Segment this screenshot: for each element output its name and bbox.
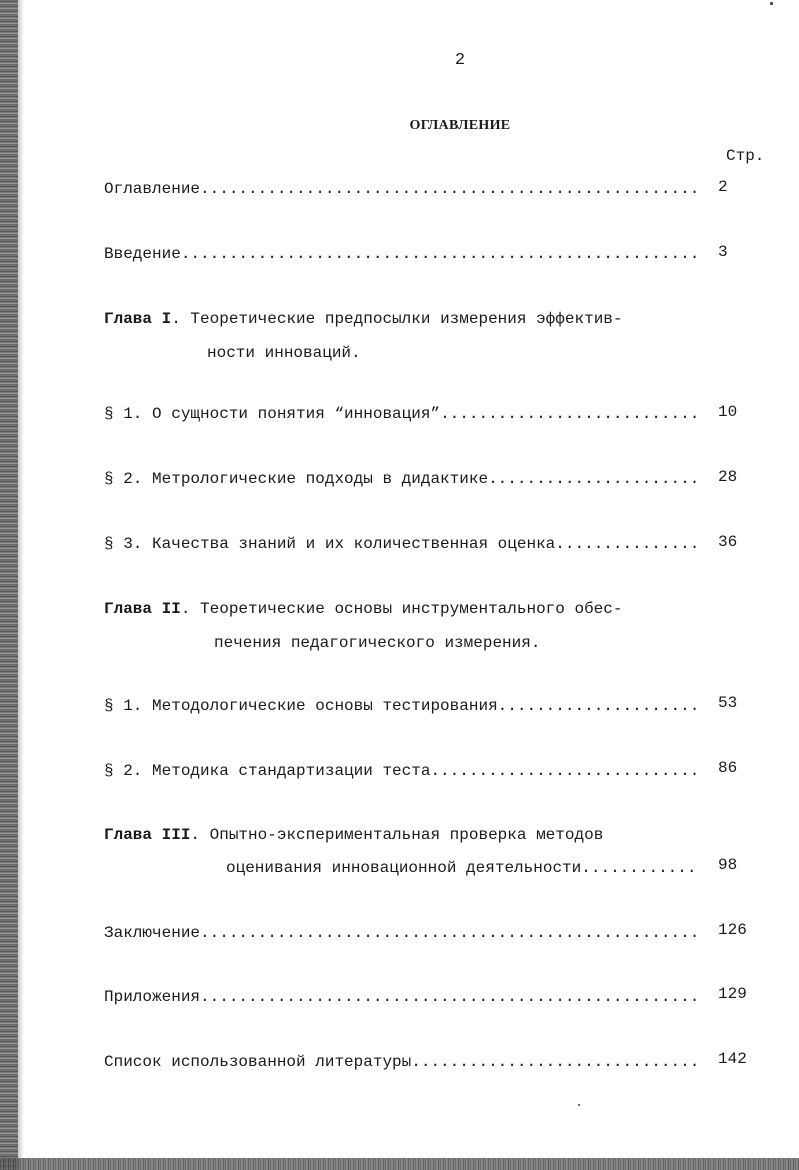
dot-leader xyxy=(488,470,698,488)
chapter-title-line2: ности инноваций. xyxy=(207,344,361,362)
dot-leader xyxy=(440,405,698,423)
toc-entry-conclusion xyxy=(104,924,698,946)
toc-entry-ch2-s1 xyxy=(104,697,698,719)
toc-chapter-1 xyxy=(104,310,704,328)
toc-entry-label: § 3. Качества знаний и их количественная оценка xyxy=(104,535,556,553)
toc-entry-ch1-s3 xyxy=(104,535,698,557)
chapter-title-line2-text: оценивания инновационной деятельности xyxy=(226,859,582,877)
dot-leader xyxy=(200,988,698,1006)
toc-entry-contents xyxy=(104,180,698,202)
page-number: 2 xyxy=(454,51,466,70)
toc-entry-label: § 1. Методологические основы тестирования xyxy=(104,697,498,715)
toc-chapter-2 xyxy=(104,600,704,618)
toc-entry-page: 129 xyxy=(718,985,747,1003)
toc-entry-ch1-s2 xyxy=(104,470,698,492)
toc-entry-page: 126 xyxy=(718,921,747,939)
toc-entry-page: 2 xyxy=(718,178,728,196)
dot-leader xyxy=(181,245,698,263)
toc-entry-label: Заключение xyxy=(104,924,201,942)
chapter-prefix: Глава III xyxy=(104,826,191,844)
toc-entry-label: § 2. Методика стандартизации теста xyxy=(104,762,431,780)
scan-speck xyxy=(578,1104,580,1106)
toc-entry-intro xyxy=(104,245,698,267)
dot-leader xyxy=(200,180,698,198)
toc-entry-label: § 2. Метрологические подходы в дидактике xyxy=(104,470,489,488)
dot-leader xyxy=(411,1053,698,1071)
toc-entry-ch1-s1 xyxy=(104,405,698,427)
chapter-title-line1: . Опытно-экспериментальная проверка методов xyxy=(190,826,604,844)
scan-edge-left xyxy=(0,0,18,1170)
toc-entry-label: § 1. О сущности понятия “инновация” xyxy=(104,405,441,423)
chapter-prefix: Глава I xyxy=(104,310,172,328)
toc-entry-page: 10 xyxy=(718,403,738,421)
chapter-title-line1: . Теоретические основы инструментального обес- xyxy=(180,600,623,618)
toc-entry-appendix xyxy=(104,988,698,1010)
toc-entry-page: 142 xyxy=(718,1050,747,1068)
toc-entry-page: 28 xyxy=(718,468,738,486)
toc-chapter-3 xyxy=(104,826,704,844)
dot-leader xyxy=(430,762,698,780)
toc-entry-page: 36 xyxy=(718,533,738,551)
dot-leader xyxy=(581,859,696,877)
toc-entry-references xyxy=(104,1053,698,1075)
chapter-prefix: Глава II xyxy=(104,600,181,618)
dot-leader xyxy=(555,535,698,553)
toc-entry-page: 53 xyxy=(718,694,738,712)
toc-entry-label: Введение xyxy=(104,245,181,263)
page-title: ОГЛАВЛЕНИЕ xyxy=(409,118,511,133)
toc-entry-ch2-s2 xyxy=(104,762,698,784)
page-column-header: Стр. xyxy=(726,147,765,165)
scan-edge-bottom xyxy=(0,1158,799,1170)
toc-entry-page: 98 xyxy=(718,856,738,874)
toc-entry-label: Приложения xyxy=(104,988,201,1006)
toc-entry-page: 3 xyxy=(718,243,728,261)
toc-entry-page: 86 xyxy=(718,759,738,777)
toc-entry-label: Оглавление xyxy=(104,180,201,198)
scan-speck xyxy=(770,2,773,5)
chapter-title-line2 xyxy=(226,859,696,877)
chapter-title-line1: . Теоретические предпосылки измерения эффектив- xyxy=(171,310,623,328)
toc-entry-label: Список использованной литературы xyxy=(104,1053,412,1071)
dot-leader xyxy=(200,924,698,942)
dot-leader xyxy=(498,697,698,715)
chapter-title-line2: печения педагогического измерения. xyxy=(214,634,541,652)
